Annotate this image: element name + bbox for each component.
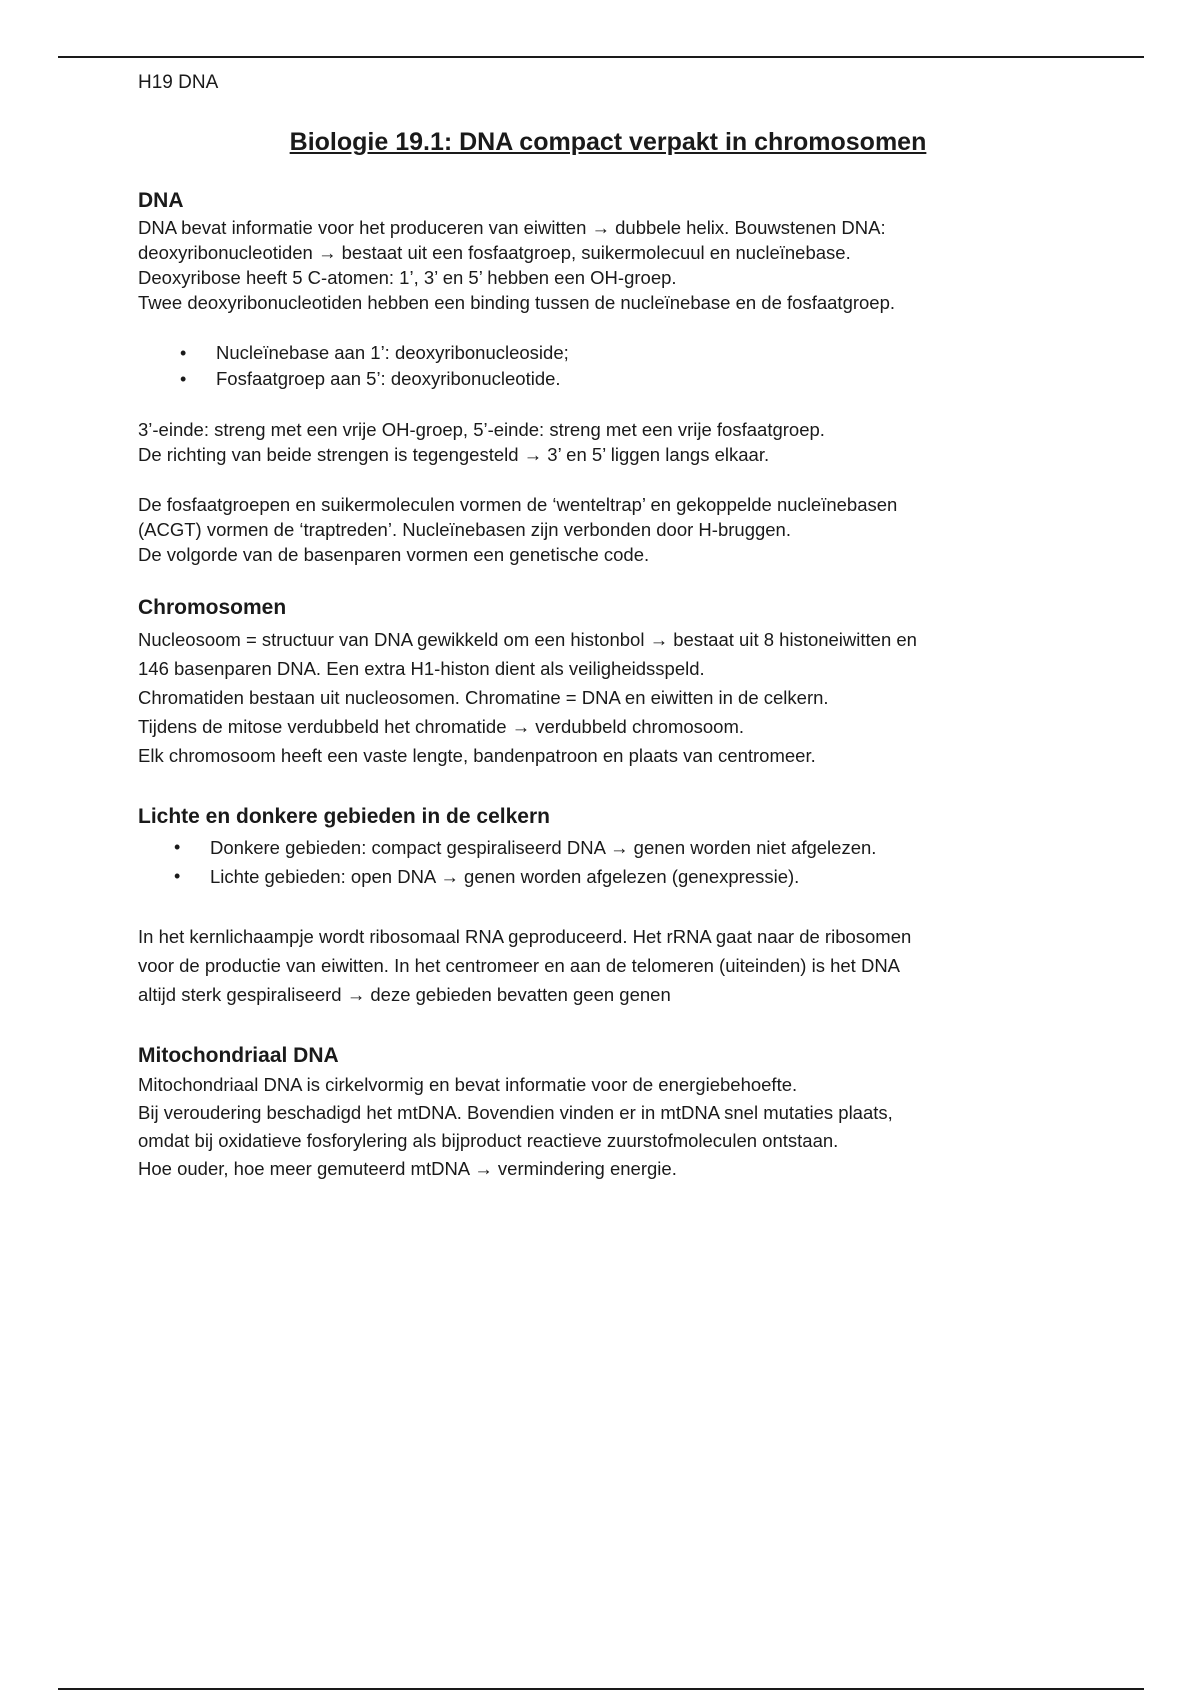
document-body bbox=[138, 70, 1078, 1183]
text-line: Mitochondriaal DNA is cirkelvormig en bevat informatie voor de energiebehoefte. bbox=[138, 1074, 798, 1095]
header-rule bbox=[58, 56, 1144, 58]
section-light-dark-regions bbox=[138, 803, 1078, 1009]
text-line: 146 basenparen DNA. Een extra H1-histon dient als veiligheidsspeld. bbox=[138, 658, 705, 679]
text-line: Hoe ouder, hoe meer gemuteerd mtDNA → vermindering energie. bbox=[138, 1158, 677, 1179]
footer-rule bbox=[58, 1688, 1144, 1690]
section-mitochondrial-dna bbox=[138, 1042, 1078, 1183]
list-item-text: Nucleïnebase aan 1’: deoxyribonucleoside; bbox=[216, 342, 569, 363]
text-line: In het kernlichaampje wordt ribosomaal RNA geproduceerd. Het rRNA gaat naar de ribosomen bbox=[138, 926, 912, 947]
text-line: deoxyribonucleotiden → bestaat uit een fosfaatgroep, suikermolecuul en nucleïnebase. bbox=[138, 242, 851, 263]
section-dna bbox=[138, 187, 1078, 567]
text-line: De fosfaatgroepen en suikermoleculen vormen de ‘wenteltrap’ en gekoppelde nucleïnebasen bbox=[138, 494, 898, 515]
list-item bbox=[138, 340, 1078, 366]
section-heading: Lichte en donkere gebieden in de celkern bbox=[138, 805, 550, 828]
text-line: altijd sterk gespiraliseerd → deze gebieden bevatten geen genen bbox=[138, 984, 671, 1005]
bullet-list bbox=[138, 340, 1078, 392]
text-line: Bij veroudering beschadigd het mtDNA. Bovendien vinden er in mtDNA snel mutaties plaats, bbox=[138, 1102, 893, 1123]
bullet-list bbox=[138, 833, 1078, 891]
page-title: Biologie 19.1: DNA compact verpakt in chromosomen bbox=[289, 128, 927, 156]
text-line: Nucleosoom = structuur van DNA gewikkeld om een histonbol → bestaat uit 8 histoneiwitten en bbox=[138, 629, 917, 650]
chapter-label: H19 DNA bbox=[138, 72, 219, 93]
list-item-text: Fosfaatgroep aan 5’: deoxyribonucleotide. bbox=[216, 368, 561, 389]
bullet-icon: • bbox=[180, 369, 187, 389]
list-item bbox=[138, 833, 1078, 862]
text-line: De volgorde van de basenparen vormen een genetische code. bbox=[138, 544, 650, 565]
text-line: Tijdens de mitose verdubbeld het chromatide → verdubbeld chromosoom. bbox=[138, 716, 745, 737]
text-line: (ACGT) vormen de ‘traptreden’. Nucleïnebasen zijn verbonden door H-bruggen. bbox=[138, 519, 791, 540]
list-item bbox=[138, 366, 1078, 392]
section-heading: Mitochondriaal DNA bbox=[138, 1044, 339, 1067]
list-item bbox=[138, 862, 1078, 891]
list-item-text: Donkere gebieden: compact gespiraliseerd DNA → genen worden niet afgelezen. bbox=[210, 837, 877, 858]
text-line: Deoxyribose heeft 5 C-atomen: 1’, 3’ en 5’ hebben een OH-groep. bbox=[138, 267, 677, 288]
text-line: omdat bij oxidatieve fosforylering als bijproduct reactieve zuurstofmoleculen ontstaan. bbox=[138, 1130, 839, 1151]
section-heading: DNA bbox=[138, 189, 184, 212]
bullet-icon: • bbox=[174, 866, 181, 886]
text-line: voor de productie van eiwitten. In het centromeer en aan de telomeren (uiteinden) is het DNA bbox=[138, 955, 901, 976]
text-line: Chromatiden bestaan uit nucleosomen. Chromatine = DNA en eiwitten in de celkern. bbox=[138, 687, 829, 708]
bullet-icon: • bbox=[174, 837, 181, 857]
bullet-icon: • bbox=[180, 343, 187, 363]
list-item-text: Lichte gebieden: open DNA → genen worden afgelezen (genexpressie). bbox=[210, 866, 800, 887]
text-line: 3’-einde: streng met een vrije OH-groep, 5’-einde: streng met een vrije fosfaatgroep. bbox=[138, 419, 825, 440]
text-line: De richting van beide strengen is tegengesteld → 3’ en 5’ liggen langs elkaar. bbox=[138, 444, 770, 465]
text-line: DNA bevat informatie voor het produceren van eiwitten → dubbele helix. Bouwstenen DNA: bbox=[138, 217, 886, 238]
paragraph-spiral-staircase bbox=[138, 492, 1078, 567]
paragraph-strand-ends bbox=[138, 417, 1078, 467]
paragraph-nucleolus bbox=[138, 922, 1078, 1009]
text-line: Twee deoxyribonucleotiden hebben een binding tussen de nucleïnebase en de fosfaatgroep. bbox=[138, 292, 896, 313]
section-chromosomen bbox=[138, 594, 1078, 770]
section-heading: Chromosomen bbox=[138, 596, 287, 619]
text-line: Elk chromosoom heeft een vaste lengte, bandenpatroon en plaats van centromeer. bbox=[138, 745, 816, 766]
